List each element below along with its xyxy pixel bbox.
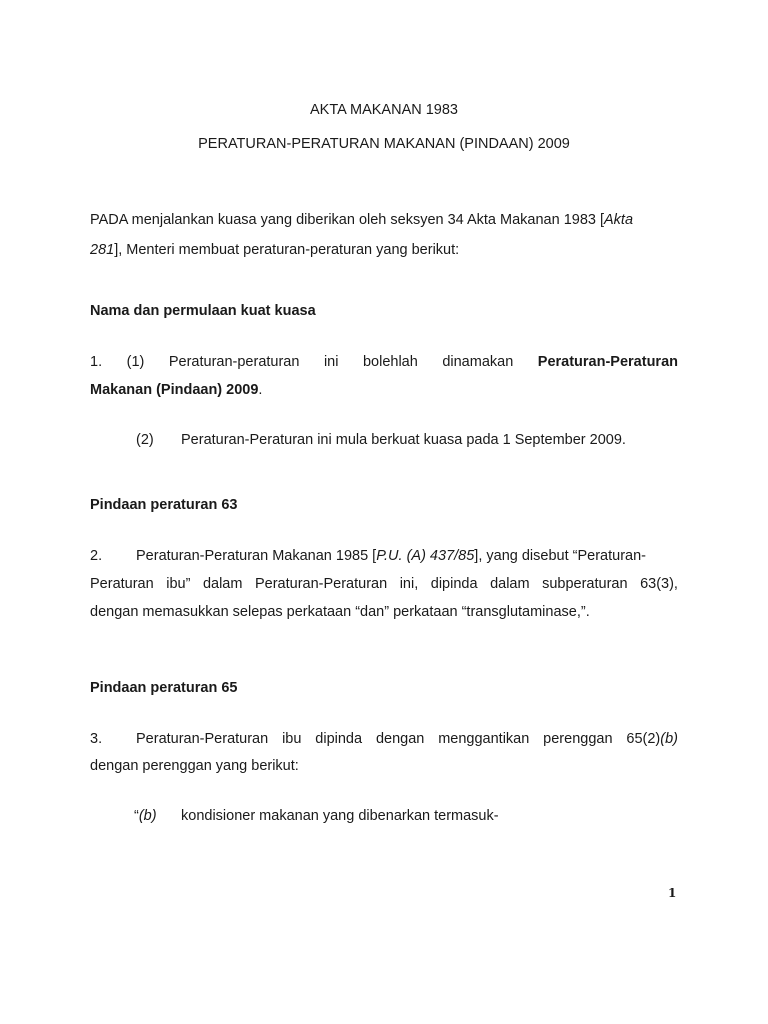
page-number: 1 xyxy=(668,886,677,900)
document-subtitle: PERATURAN-PERATURAN MAKANAN (PINDAAN) 2009 xyxy=(198,136,570,152)
para-3-word: dipinda xyxy=(315,731,363,747)
para-2-line-1: Peraturan-Peraturan Makanan 1985 [P.U. (A) 437/85], yang disebut “Peraturan- xyxy=(136,548,646,564)
para-1-2-text: Peraturan-Peraturan ini mula berkuat kuasa pada 1 September 2009. xyxy=(181,432,626,448)
para-2-word: ibu” xyxy=(166,576,191,592)
para-1-line-1: 1. (1) Peraturan-peraturan ini bolehlah dinamakan Peraturan-Peraturan xyxy=(90,354,678,370)
para-3-line-2: dengan perenggan yang berikut: xyxy=(90,758,299,774)
para-2-word: Peraturan-Peraturan xyxy=(254,576,388,592)
para-3-number: 3. xyxy=(90,731,103,747)
document-title: AKTA MAKANAN 1983 xyxy=(309,102,459,118)
para-1-2-number: (2) xyxy=(136,432,154,448)
para-2-word: subperaturan xyxy=(542,576,628,592)
para-2-number: 2. xyxy=(90,548,103,564)
section-heading-pindaan-63: Pindaan peraturan 63 xyxy=(90,497,238,513)
para-3-word: menggantikan xyxy=(438,731,530,747)
para-1-line-2: Makanan (Pindaan) 2009. xyxy=(90,382,263,398)
preamble-line-1 xyxy=(90,210,678,230)
subparagraph-b-text: kondisioner makanan yang dibenarkan termasuk- xyxy=(181,808,499,824)
para-2-word: dalam xyxy=(490,576,530,592)
para-3-word: ibu xyxy=(282,731,302,747)
preamble-line-2: 281], Menteri membuat peraturan-peraturan yang berikut: xyxy=(90,242,460,258)
para-3-line-1 xyxy=(136,729,678,749)
para-3-word: Peraturan-Peraturan xyxy=(136,731,269,747)
section-heading-nama: Nama dan permulaan kuat kuasa xyxy=(90,303,316,319)
para-2-word: dipinda xyxy=(430,576,478,592)
para-2-word: 63(3), xyxy=(640,576,678,592)
para-2-word: Peraturan xyxy=(90,576,154,592)
section-heading-pindaan-65: Pindaan peraturan 65 xyxy=(90,680,238,696)
subparagraph-b-label: “(b) xyxy=(134,808,157,824)
para-3-word: dengan xyxy=(375,731,425,747)
para-2-line-3: dengan memasukkan selepas perkataan “dan” perkataan “transglutaminase,”. xyxy=(90,604,590,620)
para-2-word: dalam xyxy=(202,576,243,592)
para-2-line-2 xyxy=(90,574,678,594)
preamble-text: PADA menjalankan kuasa yang diberikan oleh seksyen 34 Akta Makanan 1983 [Akta xyxy=(90,212,634,228)
para-2-word: ini, xyxy=(399,576,419,592)
para-3-word: 65(2)(b) xyxy=(626,731,678,747)
para-3-word: perenggan xyxy=(543,731,613,747)
